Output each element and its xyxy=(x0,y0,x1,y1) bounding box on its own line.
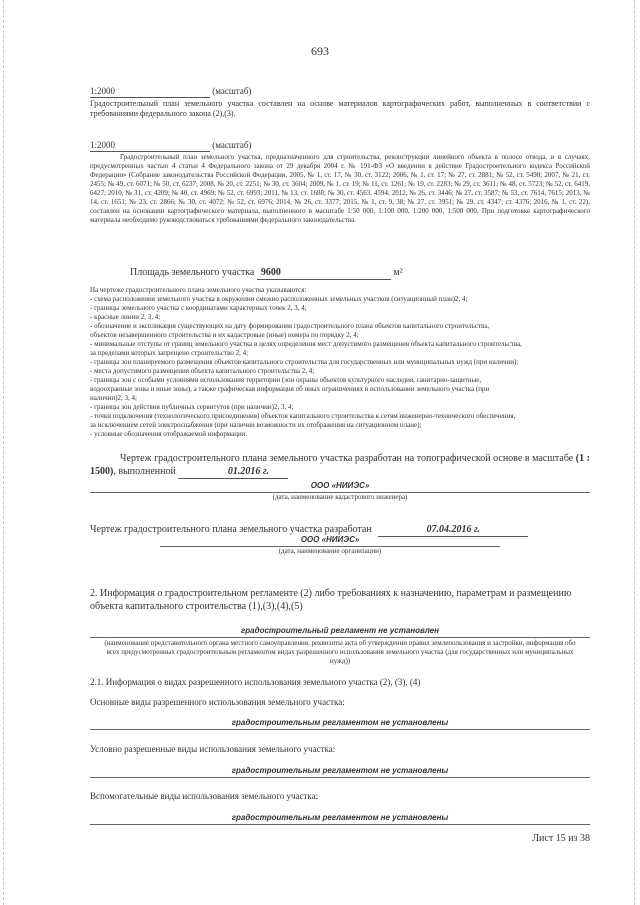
legend-item: - границы зон действия публичных сервитутов (при наличии)2, 3, 4; xyxy=(90,403,294,411)
scale-caption-1: (масштаб) xyxy=(212,86,252,96)
scale-value-2: 1:2000 xyxy=(90,139,210,152)
drawing-date-1: 01.2016 г. xyxy=(178,465,288,479)
legend-item: - места допустимого размещения объекта капитального строительства 2, 4; xyxy=(90,367,315,375)
drawing-caption-2: (дата, наименование организации) xyxy=(278,547,382,555)
drawing-text-1 xyxy=(90,452,590,479)
scan-edge-left xyxy=(3,0,5,905)
section-2-caption: (наименование представительного органа местного самоуправления, реквизиты акта об утверждении правил землепользования и застройки, информация обо всех предусмотренных градостроительным регламентом видах разрешенного использования земельного участка (для государственных или муниципальных нужд)) xyxy=(104,639,576,665)
area-unit: м² xyxy=(393,267,403,278)
legend-item: - красные линии 2, 3, 4; xyxy=(90,313,161,321)
legend-item: - границы зон с особыми условиями использования территории (зон охраны объектов культурного наследия, санитарно-защитные, xyxy=(90,376,482,384)
legend-item: за исключением сетей электроснабжения (при наличии возможности их отображения на ситуационном плане); xyxy=(90,421,422,429)
drawing-text-2: Чертеж градостроительного плана земельного участка разработан xyxy=(90,524,372,535)
legend-list xyxy=(90,295,590,439)
auxiliary-uses-label: Вспомогательные виды использования земельного участка: xyxy=(90,791,319,801)
legend-item: - схема расположения земельного участка в окружении смежно расположенных земельных участков (ситуационный план)2, 4; xyxy=(90,295,468,303)
legend-item: - минимальные отступы от границ земельного участка в целях определения мест допустимого размещения объекта капитального строительства, xyxy=(90,340,522,348)
conditional-uses-underline xyxy=(90,777,590,778)
legend-item: наличии)2, 3, 4; xyxy=(90,394,137,402)
scale-caption-2: (масштаб) xyxy=(212,140,252,150)
auxiliary-uses-value: градостроительным регламентом не установлены xyxy=(231,813,449,822)
drawing-text-1-b: , выполненной xyxy=(113,466,176,477)
scale-value-1: 1:2000 xyxy=(90,85,210,98)
scale-line-2 xyxy=(90,139,590,152)
scale-text-1: Градостроительный план земельного участка составлен на основе материалов картографических работ, выполненных в соответствии с требованиями федерального закона (2),(3). xyxy=(90,99,590,118)
section-21-title: 2.1. Информация о видах разрешенного использования земельного участка (2), (3), (4) xyxy=(90,677,421,687)
main-uses-label: Основные виды разрешенного использования земельного участка: xyxy=(90,697,345,707)
area-label: Площадь земельного участка xyxy=(130,267,255,278)
section-2-regulation-underline xyxy=(90,637,590,638)
page-number: 693 xyxy=(311,44,329,58)
legend-item: - условные обозначения отображаемой информации. xyxy=(90,430,248,438)
sheet-number: Лист 15 из 38 xyxy=(532,833,590,844)
drawing-caption-1: (дата, наименование кадастрового инженера) xyxy=(272,493,408,501)
scale-line-1 xyxy=(90,85,590,98)
drawing-org-2: ООО «НИИЭС» xyxy=(300,535,360,544)
area-value: 9600 xyxy=(257,266,391,280)
legend-intro: На чертеже градостроительного плана земельного участка указываются: xyxy=(90,286,307,294)
section-2-title: 2. Информация о градостроительном регламенте (2) либо требованиях к назначению, параметрам и размещению объекта капитального строительства (1),(3),(4),(5) xyxy=(90,588,572,612)
drawing-text-1-a: Чертеж градостроительного плана земельного участка разработан на топографической основе в масштабе xyxy=(120,453,574,464)
legend-item: водоохранные зоны и иные зоны), а также графическая информация об иных ограничениях в использовании земельного участка (при xyxy=(90,385,490,393)
drawing-scale: (1 : 1500) xyxy=(90,453,590,477)
legend-item: за пределами которых запрещено строительство 2, 4; xyxy=(90,349,249,357)
legend-item: - границы земельного участка с координатами характерных точек 2, 3, 4; xyxy=(90,304,307,312)
legend-item: объектов незавершенного строительства и их кадастровые (иные) номера по порядку 2, 4; xyxy=(90,331,359,339)
legend-item: - обозначение и экспликация существующих на дату формирования градостроительного плана объектов капитального строительства, xyxy=(90,322,490,330)
section-2-regulation: градостроительный регламент не установлен xyxy=(241,626,439,635)
main-uses-value: градостроительным регламентом не установлены xyxy=(231,718,449,727)
auxiliary-uses-underline xyxy=(90,824,590,825)
conditional-uses-label: Условно разрешенные виды использования земельного участка: xyxy=(90,744,336,754)
drawing-date-2: 07.04.2016 г. xyxy=(378,523,528,537)
conditional-uses-value: градостроительным регламентом не установлены xyxy=(231,766,449,775)
area-line xyxy=(130,266,550,280)
main-uses-underline xyxy=(90,729,590,730)
drawing-org-1: ООО «НИИЭС» xyxy=(310,481,370,490)
scale-text-2: Градостроительный план земельного участка, предназначенного для строительства, реконструкции линейного объекта в полосе отвода, и в случаях, предусмотренных частью 4 статьи 4 Федерального закона от 29 декабря 2004 г. № 191-ФЗ «О введении в действие Градостроительного кодекса Российской Федерации» (Собрание законодательства Российской Федерации, 2005, № 1, ст. 17, № 30, ст. 3122; 2006, № 1, ст. 17; № 27, ст. 2881; № 52, ст. 5498; 2007, № 21, ст. 2455; № 49, ст. 6071; № 50, ст. 6237; 2008, № 20, ст. 2251; № 30, ст. 3604; 2009, № 1, ст. 19; № 11, ст. 1261; № 19, ст. 2283; № 29, ст. 3611; № 48, ст. 5723; № 52, ст. 6419, 6427; 2010, № 31, ст. 4209; № 40, ст. 4969; № 52, ст. 6993; 2011, № 13, ст. 1688; № 30, ст. 4563, 4594; 2012, № 26, ст. 3446; № 27, ст. 3587; № 53, ст. 7614, 7615; 2013, № 14, ст. 1651; № 23, ст. 2866; № 30, ст. 4072; № 52, ст. 6976; 2014, № 26, ст. 3377; 2015, № 1, ст. 9, 38; № 27, ст. 3951; № 29, ст. 4347; ст. 4376; 2016, № 1, ст. 22), составлен на основании картографического материала, выполненного в масштабе 1:50 000, 1:100 000, 1:200 000, 1:500 000. При подготовке картографического материала необходимо руководствоваться требованиями федерального законодательства. xyxy=(90,153,590,224)
legend-item: - границы зон планируемого размещения объектов капитального строительства для государственных или муниципальных нужд (при наличии); xyxy=(90,358,519,366)
scan-edge-right xyxy=(634,0,636,905)
legend-item: - точки подключения (технологического присоединения) объектов капитального строительства к сетям инженерно-технического обеспечения, xyxy=(90,412,516,420)
